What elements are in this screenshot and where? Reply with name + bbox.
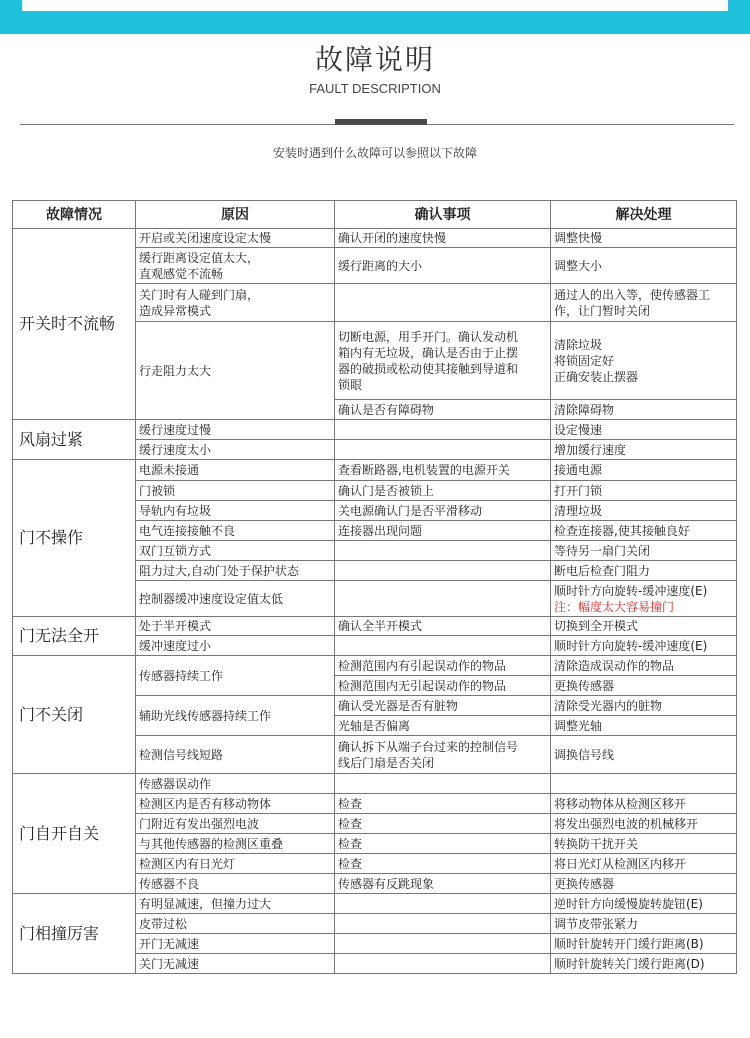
solution-text: 清除受光器内的脏物 bbox=[554, 698, 663, 713]
solution-text: 更换传感器 bbox=[554, 678, 615, 693]
solution-cell bbox=[551, 636, 737, 656]
check-cell bbox=[335, 914, 551, 934]
solution-text: 调整大小 bbox=[554, 258, 603, 273]
cause-cell: 检测区内是否有移动物体 bbox=[136, 794, 335, 814]
check-cell: 检查 bbox=[335, 854, 551, 874]
solution-text: 调换信号线 bbox=[554, 747, 615, 762]
check-cell: 关电源确认门是否平滑移动 bbox=[335, 501, 551, 521]
solution-text: 调整快慢 bbox=[554, 231, 603, 245]
table-header-row bbox=[13, 201, 737, 229]
header-solution: 解决处理 bbox=[551, 201, 737, 229]
solution-text: 清除造成误动作的物品 bbox=[554, 658, 675, 673]
solution-text: 接通电源 bbox=[554, 463, 603, 477]
solution-cell bbox=[551, 322, 737, 400]
fault-situation: 门不操作 bbox=[13, 460, 136, 617]
solution-text: 增加缓行速度 bbox=[554, 442, 627, 457]
solution-text: 清理垃圾 bbox=[554, 503, 603, 518]
intro-text: 安装时遇到什么故障可以参照以下故障 bbox=[272, 146, 477, 160]
solution-text: 顺时针旋转开门缓行距离(B) bbox=[554, 936, 704, 951]
cause-cell: 有明显减速，但撞力过大 bbox=[136, 894, 335, 914]
cause-cell: 导轨内有垃圾 bbox=[136, 501, 335, 521]
solution-text: 更换传感器 bbox=[554, 876, 615, 891]
page-title: 故障说明 bbox=[314, 43, 435, 76]
fault-situation: 门自开自关 bbox=[13, 774, 136, 894]
check-cell: 检查 bbox=[335, 794, 551, 814]
solution-cell bbox=[551, 854, 737, 874]
check-cell: 查看断路器,电机装置的电源开关 bbox=[335, 460, 551, 481]
cause-cell: 传感器持续工作 bbox=[136, 656, 335, 696]
check-cell bbox=[335, 636, 551, 656]
header-check: 确认事项 bbox=[335, 201, 551, 229]
solution-text: 清除垃圾 将锁固定好 正确安装止摆器 bbox=[554, 337, 639, 384]
solution-text: 将发出强烈电波的机械移开 bbox=[554, 816, 699, 831]
table-row bbox=[13, 229, 737, 248]
solution-cell bbox=[551, 814, 737, 834]
solution-cell bbox=[551, 617, 737, 636]
top-frame-bar bbox=[0, 0, 750, 34]
check-cell: 缓行距离的大小 bbox=[335, 248, 551, 284]
cause-cell: 开启或关闭速度设定太慢 bbox=[136, 229, 335, 248]
solution-cell bbox=[551, 284, 737, 322]
solution-cell bbox=[551, 440, 737, 460]
solution-text: 调整光轴 bbox=[554, 718, 603, 733]
table-body bbox=[13, 229, 737, 974]
solution-cell bbox=[551, 581, 737, 617]
check-cell: 检测范围内有引起误动作的物品 bbox=[335, 656, 551, 676]
check-cell bbox=[335, 420, 551, 440]
cause-cell: 门被锁 bbox=[136, 481, 335, 501]
check-cell: 确认拆下从端子台过来的控制信号 线后门扇是否关闭 bbox=[335, 736, 551, 774]
fault-situation: 门无法全开 bbox=[13, 617, 136, 656]
cause-cell: 电源未接通 bbox=[136, 460, 335, 481]
solution-text: 打开门锁 bbox=[554, 483, 603, 498]
check-cell: 切断电源，用手开门。确认发动机 箱内有无垃圾，确认是否由于止摆 器的破损或松动使其接触到导道和 锁眼 bbox=[335, 322, 551, 400]
solution-warning-note: 注：幅度太大容易撞门 bbox=[554, 599, 675, 614]
check-cell: 确认开闭的速度快慢 bbox=[335, 229, 551, 248]
cause-cell: 缓行速度太小 bbox=[136, 440, 335, 460]
solution-text: 调节皮带张紧力 bbox=[554, 916, 639, 931]
solution-cell bbox=[551, 481, 737, 501]
solution-text: 等待另一扇门关闭 bbox=[554, 543, 651, 558]
cause-cell: 检测区内有日光灯 bbox=[136, 854, 335, 874]
fault-situation: 门不关闭 bbox=[13, 656, 136, 774]
solution-cell bbox=[551, 774, 737, 794]
solution-cell bbox=[551, 656, 737, 676]
cause-cell: 传感器不良 bbox=[136, 874, 335, 894]
check-cell bbox=[335, 581, 551, 617]
check-cell: 光轴是否偏离 bbox=[335, 716, 551, 736]
header-situation: 故障情况 bbox=[13, 201, 136, 229]
cause-cell: 缓冲速度过小 bbox=[136, 636, 335, 656]
cause-cell: 缓行距离设定值太大， 直观感觉不流畅 bbox=[136, 248, 335, 284]
solution-cell bbox=[551, 229, 737, 248]
solution-text: 顺时针方向旋转-缓冲速度(E) bbox=[554, 583, 708, 598]
check-cell: 确认是否有障碍物 bbox=[335, 400, 551, 420]
cause-cell: 控制器缓冲速度设定值太低 bbox=[136, 581, 335, 617]
cause-cell: 门附近有发出强烈电波 bbox=[136, 814, 335, 834]
check-cell bbox=[335, 894, 551, 914]
check-cell bbox=[335, 774, 551, 794]
cause-cell: 传感器误动作 bbox=[136, 774, 335, 794]
check-cell bbox=[335, 934, 551, 954]
solution-cell bbox=[551, 248, 737, 284]
solution-text: 切换到全开模式 bbox=[554, 619, 639, 633]
cause-cell: 皮带过松 bbox=[136, 914, 335, 934]
solution-cell bbox=[551, 794, 737, 814]
check-cell: 连接器出现问题 bbox=[335, 521, 551, 541]
check-cell bbox=[335, 954, 551, 974]
solution-cell bbox=[551, 676, 737, 696]
solution-cell bbox=[551, 834, 737, 854]
solution-cell bbox=[551, 934, 737, 954]
cause-cell: 与其他传感器的检测区重叠 bbox=[136, 834, 335, 854]
solution-cell bbox=[551, 914, 737, 934]
solution-cell bbox=[551, 696, 737, 716]
solution-text: 将移动物体从检测区移开 bbox=[554, 796, 687, 811]
cause-cell: 关门无减速 bbox=[136, 954, 335, 974]
solution-cell bbox=[551, 894, 737, 914]
solution-cell bbox=[551, 736, 737, 774]
solution-cell bbox=[551, 521, 737, 541]
header-cause: 原因 bbox=[136, 201, 335, 229]
check-cell bbox=[335, 561, 551, 581]
solution-cell bbox=[551, 460, 737, 481]
solution-text: 顺时针旋转关门缓行距离(D) bbox=[554, 956, 705, 971]
cause-cell: 阻力过大,自动门处于保护状态 bbox=[136, 561, 335, 581]
page-subtitle: FAULT DESCRIPTION bbox=[309, 81, 441, 96]
fault-situation: 门相撞厉害 bbox=[13, 894, 136, 974]
cause-cell: 处于半开模式 bbox=[136, 617, 335, 636]
solution-text: 设定慢速 bbox=[554, 422, 603, 437]
table-row bbox=[13, 460, 737, 481]
solution-cell bbox=[551, 716, 737, 736]
check-cell: 确认受光器是否有脏物 bbox=[335, 696, 551, 716]
cause-cell: 行走阻力太大 bbox=[136, 322, 335, 420]
solution-cell bbox=[551, 541, 737, 561]
solution-text: 转换防干扰开关 bbox=[554, 836, 639, 851]
solution-text: 顺时针方向旋转-缓冲速度(E) bbox=[554, 638, 708, 653]
solution-text: 逆时针方向缓慢旋转旋钮(E) bbox=[554, 896, 703, 911]
check-cell: 检测范围内无引起误动作的物品 bbox=[335, 676, 551, 696]
table-row bbox=[13, 656, 737, 676]
fault-situation: 风扇过紧 bbox=[13, 420, 136, 460]
table-row bbox=[13, 617, 737, 636]
solution-text: 清除障碍物 bbox=[554, 402, 615, 417]
top-frame-inner bbox=[22, 0, 728, 11]
solution-cell bbox=[551, 400, 737, 420]
fault-table bbox=[12, 200, 737, 974]
solution-text: 通过人的出入等，使传感器工 作，让门暂时关闭 bbox=[554, 287, 711, 318]
solution-cell bbox=[551, 561, 737, 581]
check-cell bbox=[335, 541, 551, 561]
cause-cell: 双门互锁方式 bbox=[136, 541, 335, 561]
cause-cell: 缓行速度过慢 bbox=[136, 420, 335, 440]
check-cell: 检查 bbox=[335, 814, 551, 834]
cause-cell: 开门无减速 bbox=[136, 934, 335, 954]
fault-situation: 开关时不流畅 bbox=[13, 229, 136, 420]
check-cell: 确认门是否被锁上 bbox=[335, 481, 551, 501]
check-cell: 确认全半开模式 bbox=[335, 617, 551, 636]
table-row bbox=[13, 774, 737, 794]
solution-cell bbox=[551, 501, 737, 521]
check-cell bbox=[335, 440, 551, 460]
cause-cell: 关门时有人碰到门扇， 造成异常模式 bbox=[136, 284, 335, 322]
cause-cell: 电气连接接触不良 bbox=[136, 521, 335, 541]
solution-cell bbox=[551, 954, 737, 974]
check-cell: 检查 bbox=[335, 834, 551, 854]
table-row bbox=[13, 894, 737, 914]
solution-text: 将日光灯从检测区内移开 bbox=[554, 856, 687, 871]
solution-cell bbox=[551, 874, 737, 894]
cause-cell: 检测信号线短路 bbox=[136, 736, 335, 774]
solution-text: 检查连接器,使其接触良好 bbox=[554, 523, 690, 538]
solution-cell bbox=[551, 420, 737, 440]
divider-accent bbox=[335, 119, 427, 125]
solution-text: 断电后检查门阻力 bbox=[554, 563, 651, 578]
table-row bbox=[13, 420, 737, 440]
check-cell: 传感器有反跳现象 bbox=[335, 874, 551, 894]
cause-cell: 辅助光线传感器持续工作 bbox=[136, 696, 335, 736]
check-cell bbox=[335, 284, 551, 322]
